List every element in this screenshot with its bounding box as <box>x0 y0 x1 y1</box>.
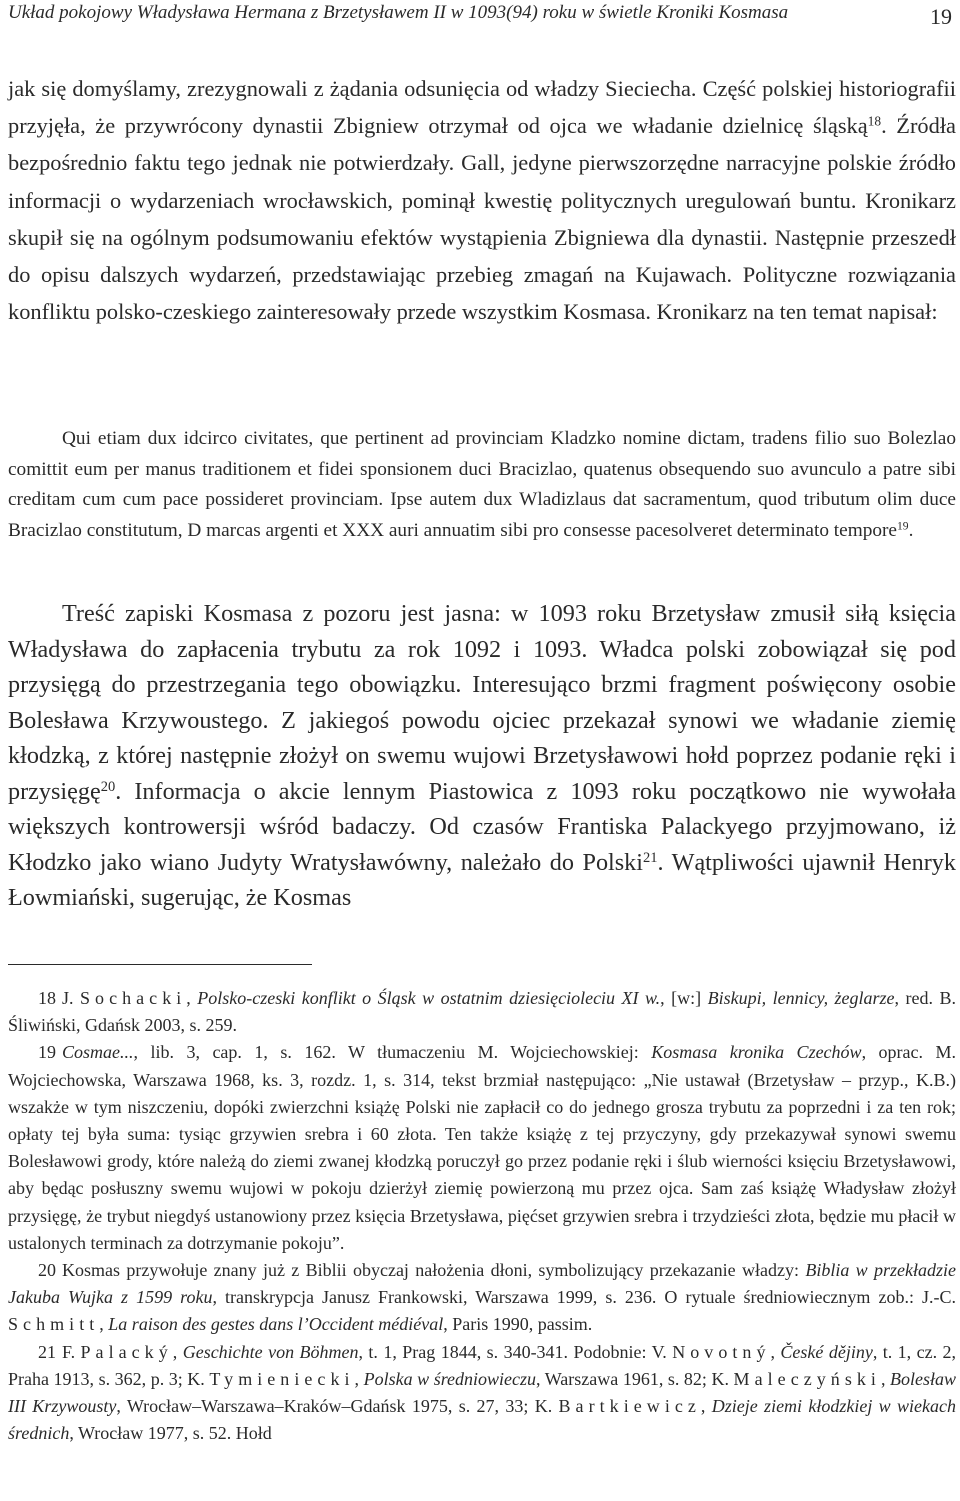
footnote-text: , <box>770 1341 781 1362</box>
footnote-text: , Wrocław–Warszawa–Kraków–Gdańsk 1975, s. 27, 33; K. <box>116 1396 559 1417</box>
footnote-number: 18 <box>38 988 56 1008</box>
quotation-end: . <box>908 519 914 541</box>
footnote-separator <box>8 964 312 965</box>
footnote-text: , <box>99 1314 109 1335</box>
footnote-text: , <box>172 1341 183 1362</box>
footnote-20 <box>8 1257 956 1339</box>
footnote-number: 19 <box>38 1042 56 1063</box>
footnote-ref-20[interactable]: 20 <box>100 778 116 795</box>
footnote-number: 21 <box>38 1341 56 1362</box>
author-name: Maleczyński <box>733 1368 881 1389</box>
footnote-text: , <box>700 1396 712 1417</box>
work-title: České dějiny <box>780 1341 873 1362</box>
work-title: Biblia w przekładzie Jakuba Wujka z 1599 roku <box>8 1260 956 1308</box>
author-name: Sochacki <box>79 988 187 1008</box>
running-header <box>8 0 952 32</box>
footnote-text: , <box>354 1368 364 1389</box>
footnote-text: , t. 1, cz. 2, Praha 1913, s. 362, p. 3; K. <box>8 1341 957 1389</box>
footnote-text: , Wrocław 1977, s. 52. Hołd <box>69 1423 272 1444</box>
author-name: Novotný <box>672 1341 771 1362</box>
page-number: 19 <box>930 4 952 29</box>
author-name: Schmitt <box>8 1314 100 1335</box>
latin-quotation <box>8 424 956 546</box>
footnote-text: , <box>880 1368 891 1389</box>
footnote-ref-21[interactable]: 21 <box>642 849 658 866</box>
footnotes <box>8 985 956 1447</box>
work-title: La raison des gestes dans l’Occident médiéval <box>108 1314 444 1335</box>
work-title: Dzieje ziemi kłodzkiej w wiekach średnich <box>8 1396 956 1444</box>
footnote-19 <box>8 1039 956 1257</box>
work-title: Geschichte von Böhmen <box>182 1341 359 1362</box>
footnote-text: , Paris 1990, passim. <box>443 1314 593 1335</box>
footnote-number: 20 <box>38 1260 56 1281</box>
footnote-18 <box>8 985 956 1039</box>
footnote-ref-18[interactable]: 18 <box>867 113 882 129</box>
footnote-text: , Warszawa 1961, s. 82; K. <box>536 1368 734 1389</box>
work-title: Polsko-czeski konflikt o Śląsk w ostatnim dziesięcioleciu XI w. <box>197 988 661 1008</box>
running-title: Układ pokojowy Władysława Hermana z Brzetysławem II w 1093(94) roku w świetle Kroniki Kosmasa <box>8 2 789 23</box>
author-name: Tymieniecki <box>209 1368 355 1389</box>
footnote-text: F. <box>62 1341 81 1362</box>
footnote-text: , lib. 3, cap. 1, s. 162. W tłumaczeniu M. Wojciechowskiej: <box>133 1042 652 1063</box>
source-title: Cosmae... <box>62 1042 134 1063</box>
author-name: Palacký <box>80 1341 173 1362</box>
work-title: Bolesław III Krzywousty <box>8 1368 957 1417</box>
footnote-text: , transkrypcja Janusz Frankowski, Warszawa 1999, s. 236. O rytuale średniowiecznym zob.: J.-C. <box>212 1287 956 1308</box>
quotation-text: Qui etiam dux idcirco civitates, que pertinent ad provinciam Kladzko nomine dictam, tradens filio suo Bolezlao comittit eum per manus traditionem et fidei sponsionem duci Bracizlao, quatenus obsequendo suo avunculo a patre sibi creditam cum cum pace possideret provinciam. Ipse autem dux Wladizlaus dat sacramentum, quod tributum olim duce Bracizlao constitutum, D marcas argenti et XXX auri annuatim sibi pro consesse pacesolveret determinato tempore <box>8 428 956 541</box>
paragraph-text: jak się domyślamy, zrezygnowali z żądania odsunięcia od władzy Sieciecha. Część polskiej historiografii przyjęła, że przywrócony dynastii Zbigniew otrzymał od ojca we władanie dzielnicę śląską <box>8 76 956 139</box>
work-title: Biskupi, lennicy, żeglarze <box>707 988 895 1008</box>
footnote-text: , t. 1, Prag 1844, s. 340-341. Podobnie: V. <box>358 1341 673 1362</box>
body-paragraph-1 <box>8 70 956 330</box>
footnote-ref-19[interactable]: 19 <box>896 519 909 533</box>
paragraph-text: . Wątpliwości ujawnił Henryk Łowmiański, sugerując, że Kosmas <box>8 848 956 911</box>
footnote-text: Kosmas przywołuje znany już z Biblii obyczaj nałożenia dłoni, symbolizujący przekazanie władzy: <box>62 1260 806 1281</box>
footnote-21 <box>8 1339 956 1448</box>
work-title: Kosmasa kronika Czechów <box>651 1042 862 1063</box>
footnote-text: , oprac. M. Wojciechowska, Warszawa 1968, ks. 3, rozdz. 1, s. 314, tekst brzmiał następująco: „Nie ustawał (Brzetysław – przyp., K.B.) wszakże w tym niszczeniu, dopóki zwierzchni książę Polski nie zapłacił co do jednego grosza trybutu za poprzedni i za ten rok; opłaty tej była suma: tysiąc grzywien srebra i 60 złota. Ten także książę z tej przyczyny, gdy przekazywał synowi swemu Bolesławowi grody, które należą do ziemi zwanej kłodzką poruczył go przez podanie ręki i ślub wierności księciu Brzetysławowi, aby będąc posłuszny swemu wujowi w pokoju dzierżył ziemię powierzoną mu przez ojca. Sam zaś książę Władysław złożył przysięgę, że trybut niegdyś ustanowiony przez księcia Brzetysława, pięćset grzywien srebra i trzydzieści złota, będzie mu płacił w ustalonych terminach za dotrzymanie pokoju”. <box>8 1042 957 1253</box>
paragraph-text: Treść zapiski Kosmasa z pozoru jest jasna: w 1093 roku Brzetysław zmusił siłą księcia Władysława do zapłacenia trybutu za rok 1092 i 1093. Władca polski zobowiązał się pod przysięgą do przestrzegania tego obowiązku. Interesująco brzmi fragment poświęcony osobie Bolesława Krzywoustego. Z jakiegoś powodu ojciec przekazał synowi we władanie ziemię kłodzką, z której następnie złożył on swemu wujowi Brzetysławowi hołd poprzez podanie ręki i przysięgę <box>8 600 956 805</box>
paragraph-text: . Informacja o akcie lennym Piastowica z 1093 roku początkowo nie wywołała większych kontrowersji wśród badaczy. Od czasów Frantiska Palackyego przyjmowano, iż Kłodzko jako wiano Judyty Wratysławówny, należało do Polski <box>8 777 956 876</box>
body-paragraph-2 <box>8 596 956 916</box>
footnote-text: , <box>186 988 198 1008</box>
footnote-text: J. <box>62 988 80 1008</box>
footnote-text: , red. B. Śliwiński, Gdańsk 2003, s. 259. <box>8 988 956 1036</box>
work-title: Polska w średniowieczu <box>363 1368 537 1389</box>
author-name: Bartkiewicz <box>558 1396 701 1417</box>
paragraph-text: . Źródła bezpośrednio faktu tego jednak nie potwierdzały. Gall, jedyne pierwszorzędne narracyjne polskie źródło informacji o wydarzeniach wrocławskich, pominął kwestię politycznych uregulowań buntu. Kronikarz skupił się na ogólnym podsumowaniu efektów wystąpienia Zbigniewa dla dynastii. Następnie przeszedł do opisu dalszych wydarzeń, przedstawiając przebieg zmagań na Kujawach. Polityczne rozwiązania konfliktu polsko-czeskiego zainteresowały przede wszystkim Kosmasa. Kronikarz na ten temat napisał: <box>8 113 956 325</box>
footnote-text: , [w:] <box>660 988 708 1008</box>
